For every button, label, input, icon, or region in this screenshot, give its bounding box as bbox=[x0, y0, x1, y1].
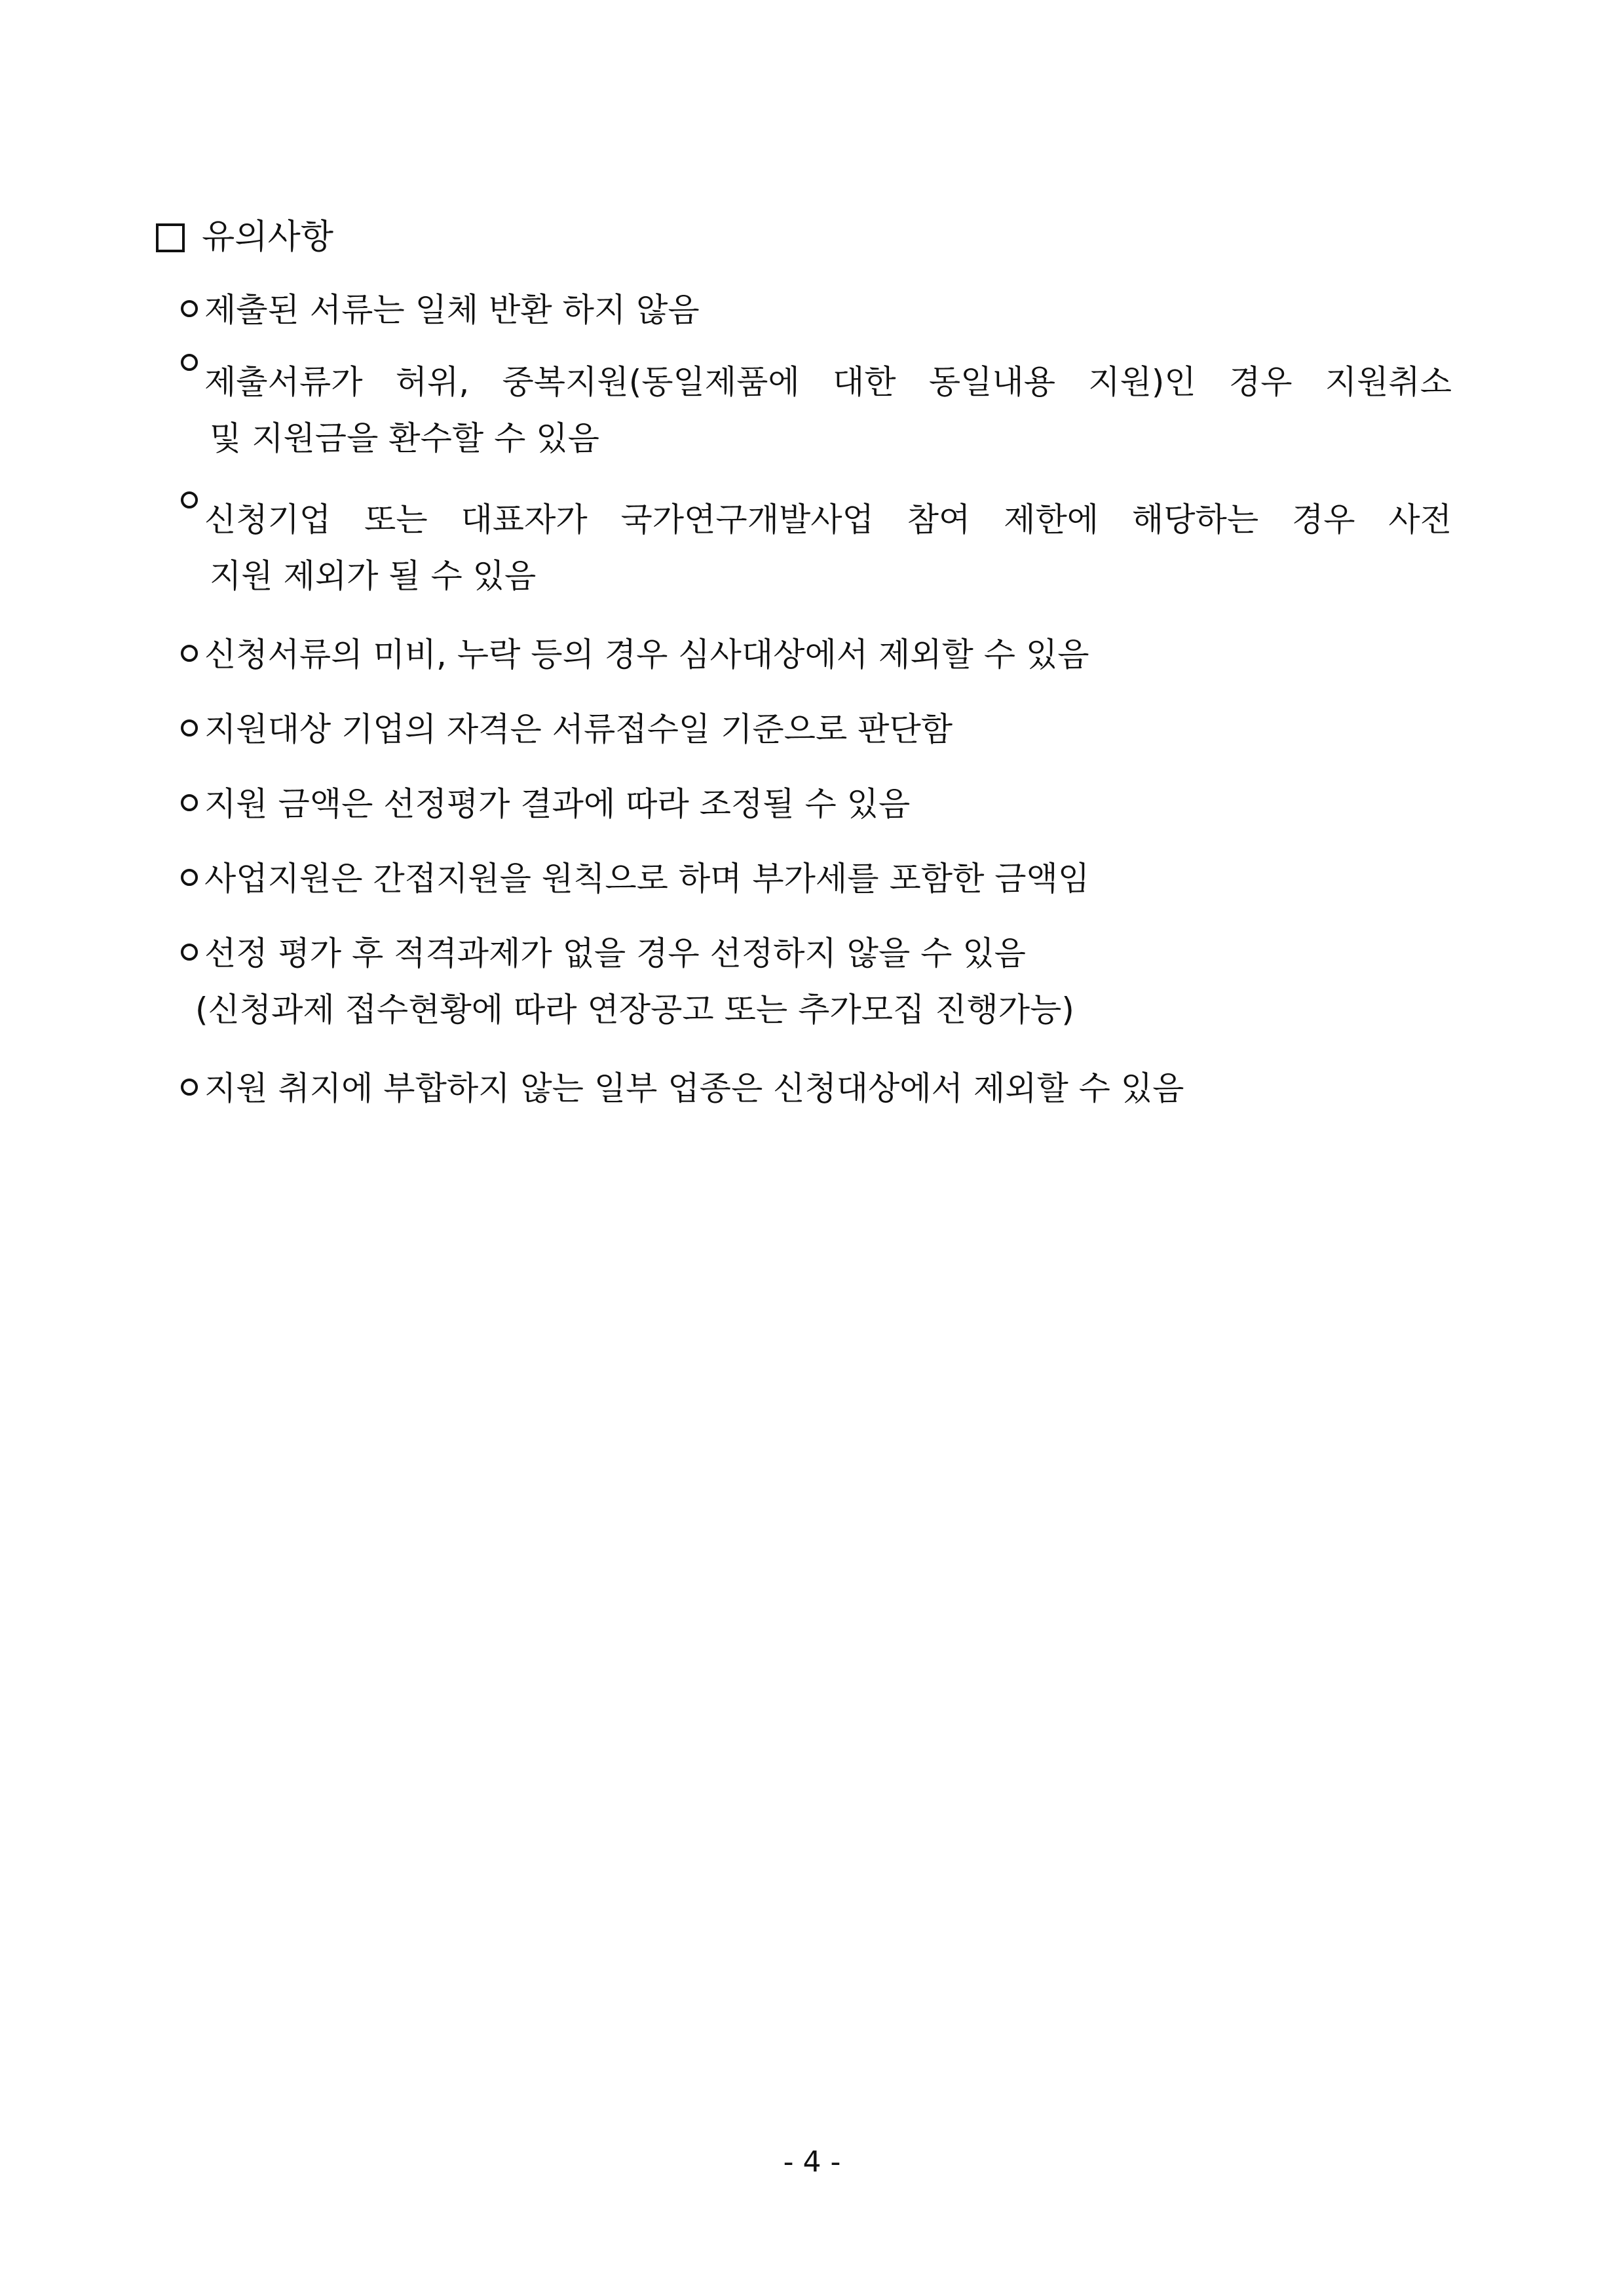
notice-item-8 bbox=[181, 925, 1478, 1038]
circle-bullet-icon bbox=[181, 645, 198, 662]
notice-item-3 bbox=[181, 491, 1478, 604]
circle-bullet-icon bbox=[181, 869, 198, 886]
notice-line: 지원 금액은 선정평가 결과에 따라 조정될 수 있음 bbox=[181, 776, 1478, 832]
notice-line: 사업지원은 간접지원을 원칙으로 하며 부가세를 포함한 금액임 bbox=[181, 851, 1478, 907]
notice-line-continued: 지원 제외가 될 수 있음 bbox=[210, 557, 537, 595]
circle-bullet-icon bbox=[181, 491, 198, 508]
notice-item-5 bbox=[181, 701, 1478, 757]
notice-line: 선정 평가 후 적격과제가 없을 경우 선정하지 않을 수 있음 bbox=[181, 925, 1478, 982]
notice-item-2 bbox=[181, 354, 1478, 467]
notice-line-continued: 및 지원금을 환수할 수 있음 bbox=[210, 419, 599, 457]
notice-item-1 bbox=[181, 282, 1478, 338]
circle-bullet-icon bbox=[181, 944, 198, 961]
section-title: 유의사항 bbox=[202, 218, 333, 257]
circle-bullet-icon bbox=[181, 1079, 198, 1096]
notice-item-6 bbox=[181, 776, 1478, 832]
page-number: - 4 - bbox=[783, 2145, 841, 2179]
notice-item-7 bbox=[181, 851, 1478, 907]
notice-item-4 bbox=[181, 626, 1478, 683]
justified-text: 제출서류가 허위, 중복지원(동일제품에 대한 동일내용 지원)인 경우 지원취소 bbox=[204, 363, 1452, 401]
circle-bullet-icon bbox=[181, 719, 198, 737]
notice-item-9 bbox=[181, 1060, 1478, 1117]
circle-bullet-icon bbox=[181, 354, 198, 371]
notice-line bbox=[181, 491, 1452, 548]
notice-line: 제출된 서류는 일체 반환 하지 않음 bbox=[181, 282, 1478, 338]
section-heading bbox=[156, 211, 333, 263]
circle-bullet-icon bbox=[181, 794, 198, 811]
notice-line: 신청서류의 미비, 누락 등의 경우 심사대상에서 제외할 수 있음 bbox=[181, 626, 1478, 683]
notice-line bbox=[181, 354, 1452, 410]
checkbox-square-icon bbox=[156, 223, 185, 252]
justified-text: 신청기업 또는 대표자가 국가연구개발사업 참여 제한에 해당하는 경우 사전 bbox=[204, 501, 1452, 539]
notice-line: 지원대상 기업의 자격은 서류접수일 기준으로 판단함 bbox=[181, 701, 1478, 757]
notice-line-continued: (신청과제 접수현황에 따라 연장공고 또는 추가모집 진행가능) bbox=[195, 991, 1074, 1029]
circle-bullet-icon bbox=[181, 300, 198, 317]
notice-line: 지원 취지에 부합하지 않는 일부 업종은 신청대상에서 제외할 수 있음 bbox=[181, 1060, 1478, 1117]
